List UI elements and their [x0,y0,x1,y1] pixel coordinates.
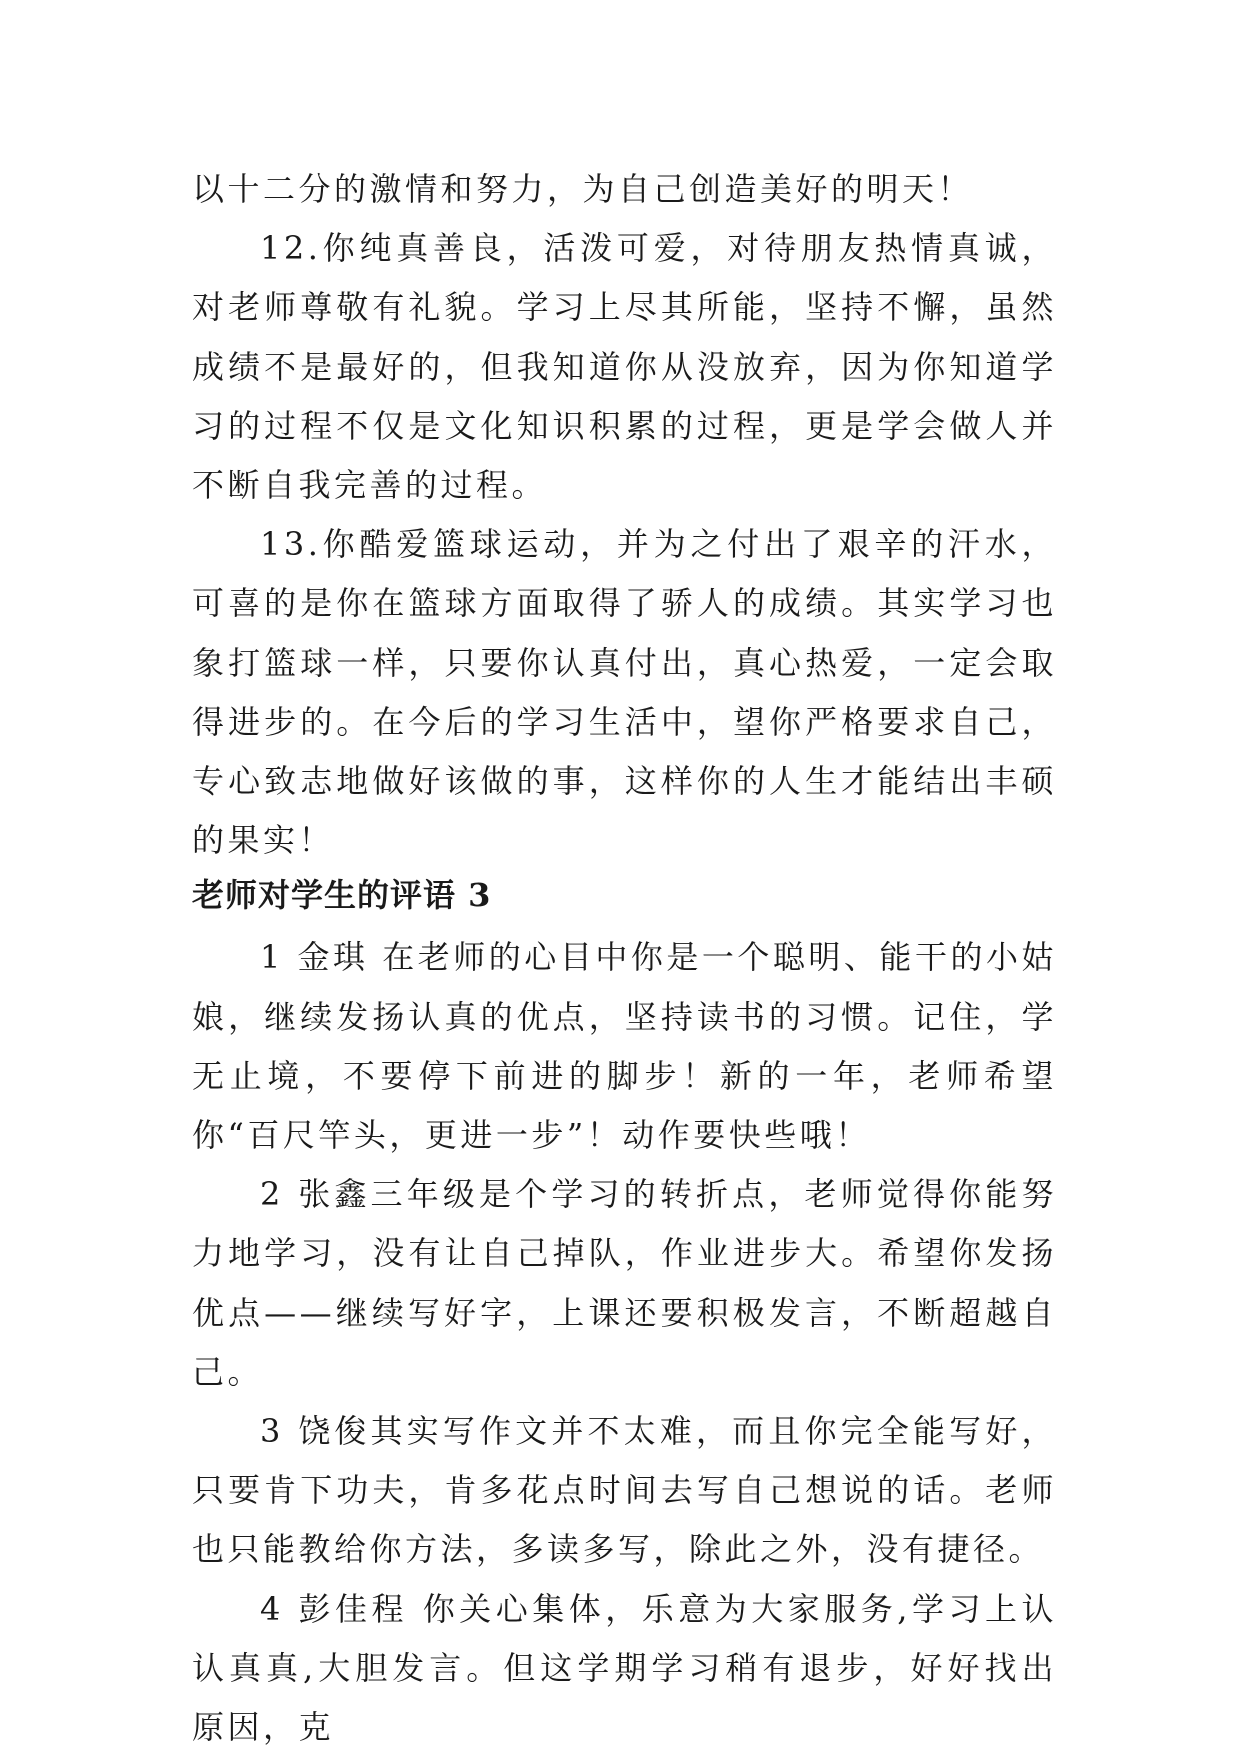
comment-item-2: 2 张鑫三年级是个学习的转折点，老师觉得你能努力地学习，没有让自己掉队，作业进步大。希望你发扬优点——继续写好字，上课还要积极发言，不断超越自己。 [192,1175,1057,1391]
paragraph-continuation: 以十二分的激情和努力，为自己创造美好的明天！ [192,170,974,208]
comment-item-4: 4 彭佳程 你关心集体，乐意为大家服务,学习上认认真真,大胆发言。但这学期学习稍有退步，好好找出原因，克 [192,1589,1057,1747]
comment-item-1: 1 金琪 在老师的心目中你是一个聪明、能干的小姑娘，继续发扬认真的优点，坚持读书的习惯。记住，学无止境，不要停下前进的脚步！新的一年，老师希望你“百尺竿头，更进一步”！动作要快些哦！ [192,938,1057,1155]
document-body [192,160,1057,1757]
comment-item-13: 13.你酷爱篮球运动，并为之付出了艰辛的汗水，可喜的是你在篮球方面取得了骄人的成绩。其实学习也象打篮球一样，只要你认真付出，真心热爱，一定会取得进步的。在今后的学习生活中，望你严格要求自己，专心致志地做好该做的事，这样你的人生才能结出丰硕的果实！ [192,525,1057,860]
comment-item-3: 3 饶俊其实写作文并不太难，而且你完全能写好，只要肯下功夫，肯多花点时间去写自己想说的话。老师也只能教给你方法，多读多写，除此之外，没有捷径。 [192,1412,1057,1569]
section-heading: 老师对学生的评语 3 [192,876,492,915]
comment-item-12: 12.你纯真善良，活泼可爱，对待朋友热情真诚，对老师尊敬有礼貌。学习上尽其所能，坚持不懈，虽然成绩不是最好的，但我知道你从没放弃，因为你知道学习的过程不仅是文化知识积累的过程，更是学会做人并不断自我完善的过程。 [192,229,1057,505]
